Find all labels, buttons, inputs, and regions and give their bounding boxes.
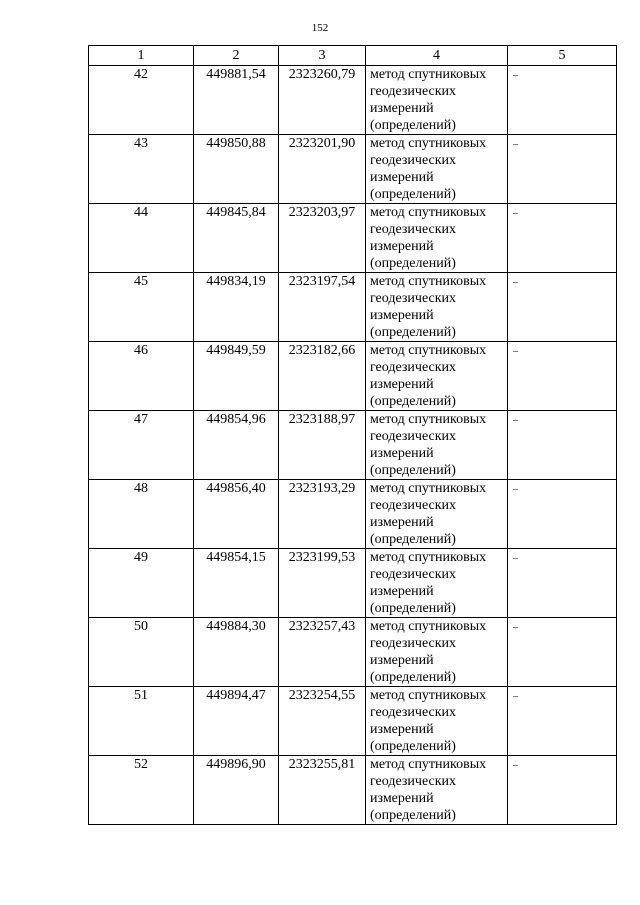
header-col-5: 5 xyxy=(508,46,617,66)
x-coordinate-cell: 449884,30 xyxy=(194,618,279,687)
table-header-row xyxy=(89,46,617,66)
note-dash: – xyxy=(513,139,518,150)
y-coordinate-cell: 2323193,29 xyxy=(279,480,366,549)
note-dash: – xyxy=(513,70,518,81)
note-cell xyxy=(508,756,617,825)
point-number-cell: 52 xyxy=(89,756,194,825)
method-cell: метод спутниковых геодезических измерений (определений) xyxy=(366,66,508,135)
method-cell: метод спутниковых геодезических измерений (определений) xyxy=(366,273,508,342)
y-coordinate-cell: 2323182,66 xyxy=(279,342,366,411)
note-cell xyxy=(508,273,617,342)
y-coordinate-cell: 2323260,79 xyxy=(279,66,366,135)
y-coordinate-cell: 2323188,97 xyxy=(279,411,366,480)
method-cell: метод спутниковых геодезических измерений (определений) xyxy=(366,342,508,411)
note-cell xyxy=(508,204,617,273)
method-cell: метод спутниковых геодезических измерений (определений) xyxy=(366,549,508,618)
table-row xyxy=(89,618,617,687)
point-number-cell: 50 xyxy=(89,618,194,687)
note-dash: – xyxy=(513,622,518,633)
point-number-cell: 46 xyxy=(89,342,194,411)
table-row xyxy=(89,342,617,411)
table-row xyxy=(89,273,617,342)
note-dash: – xyxy=(513,760,518,771)
x-coordinate-cell: 449856,40 xyxy=(194,480,279,549)
x-coordinate-cell: 449849,59 xyxy=(194,342,279,411)
method-cell: метод спутниковых геодезических измерений (определений) xyxy=(366,411,508,480)
point-number-cell: 45 xyxy=(89,273,194,342)
y-coordinate-cell: 2323203,97 xyxy=(279,204,366,273)
method-cell: метод спутниковых геодезических измерений (определений) xyxy=(366,135,508,204)
note-dash: – xyxy=(513,415,518,426)
y-coordinate-cell: 2323257,43 xyxy=(279,618,366,687)
note-cell xyxy=(508,549,617,618)
note-dash: – xyxy=(513,277,518,288)
header-col-4: 4 xyxy=(366,46,508,66)
x-coordinate-cell: 449854,96 xyxy=(194,411,279,480)
point-number-cell: 49 xyxy=(89,549,194,618)
note-cell xyxy=(508,135,617,204)
method-cell: метод спутниковых геодезических измерений (определений) xyxy=(366,756,508,825)
table-row xyxy=(89,756,617,825)
note-cell xyxy=(508,411,617,480)
x-coordinate-cell: 449881,54 xyxy=(194,66,279,135)
note-cell xyxy=(508,480,617,549)
table-row xyxy=(89,135,617,204)
x-coordinate-cell: 449896,90 xyxy=(194,756,279,825)
y-coordinate-cell: 2323201,90 xyxy=(279,135,366,204)
method-cell: метод спутниковых геодезических измерений (определений) xyxy=(366,480,508,549)
note-dash: – xyxy=(513,553,518,564)
point-number-cell: 42 xyxy=(89,66,194,135)
x-coordinate-cell: 449894,47 xyxy=(194,687,279,756)
note-cell xyxy=(508,66,617,135)
x-coordinate-cell: 449850,88 xyxy=(194,135,279,204)
table-row xyxy=(89,66,617,135)
point-number-cell: 48 xyxy=(89,480,194,549)
note-cell xyxy=(508,618,617,687)
coordinates-table xyxy=(88,45,617,825)
point-number-cell: 44 xyxy=(89,204,194,273)
y-coordinate-cell: 2323197,54 xyxy=(279,273,366,342)
note-cell xyxy=(508,342,617,411)
y-coordinate-cell: 2323254,55 xyxy=(279,687,366,756)
note-dash: – xyxy=(513,346,518,357)
table-row xyxy=(89,204,617,273)
header-col-2: 2 xyxy=(194,46,279,66)
table-row xyxy=(89,411,617,480)
table-row xyxy=(89,549,617,618)
x-coordinate-cell: 449834,19 xyxy=(194,273,279,342)
point-number-cell: 47 xyxy=(89,411,194,480)
point-number-cell: 51 xyxy=(89,687,194,756)
x-coordinate-cell: 449845,84 xyxy=(194,204,279,273)
note-dash: – xyxy=(513,484,518,495)
method-cell: метод спутниковых геодезических измерений (определений) xyxy=(366,687,508,756)
note-cell xyxy=(508,687,617,756)
header-col-1: 1 xyxy=(89,46,194,66)
point-number-cell: 43 xyxy=(89,135,194,204)
note-dash: – xyxy=(513,208,518,219)
method-cell: метод спутниковых геодезических измерений (определений) xyxy=(366,204,508,273)
y-coordinate-cell: 2323255,81 xyxy=(279,756,366,825)
table-row xyxy=(89,480,617,549)
x-coordinate-cell: 449854,15 xyxy=(194,549,279,618)
header-col-3: 3 xyxy=(279,46,366,66)
table-row xyxy=(89,687,617,756)
page-number: 152 xyxy=(311,22,329,34)
note-dash: – xyxy=(513,691,518,702)
y-coordinate-cell: 2323199,53 xyxy=(279,549,366,618)
method-cell: метод спутниковых геодезических измерений (определений) xyxy=(366,618,508,687)
